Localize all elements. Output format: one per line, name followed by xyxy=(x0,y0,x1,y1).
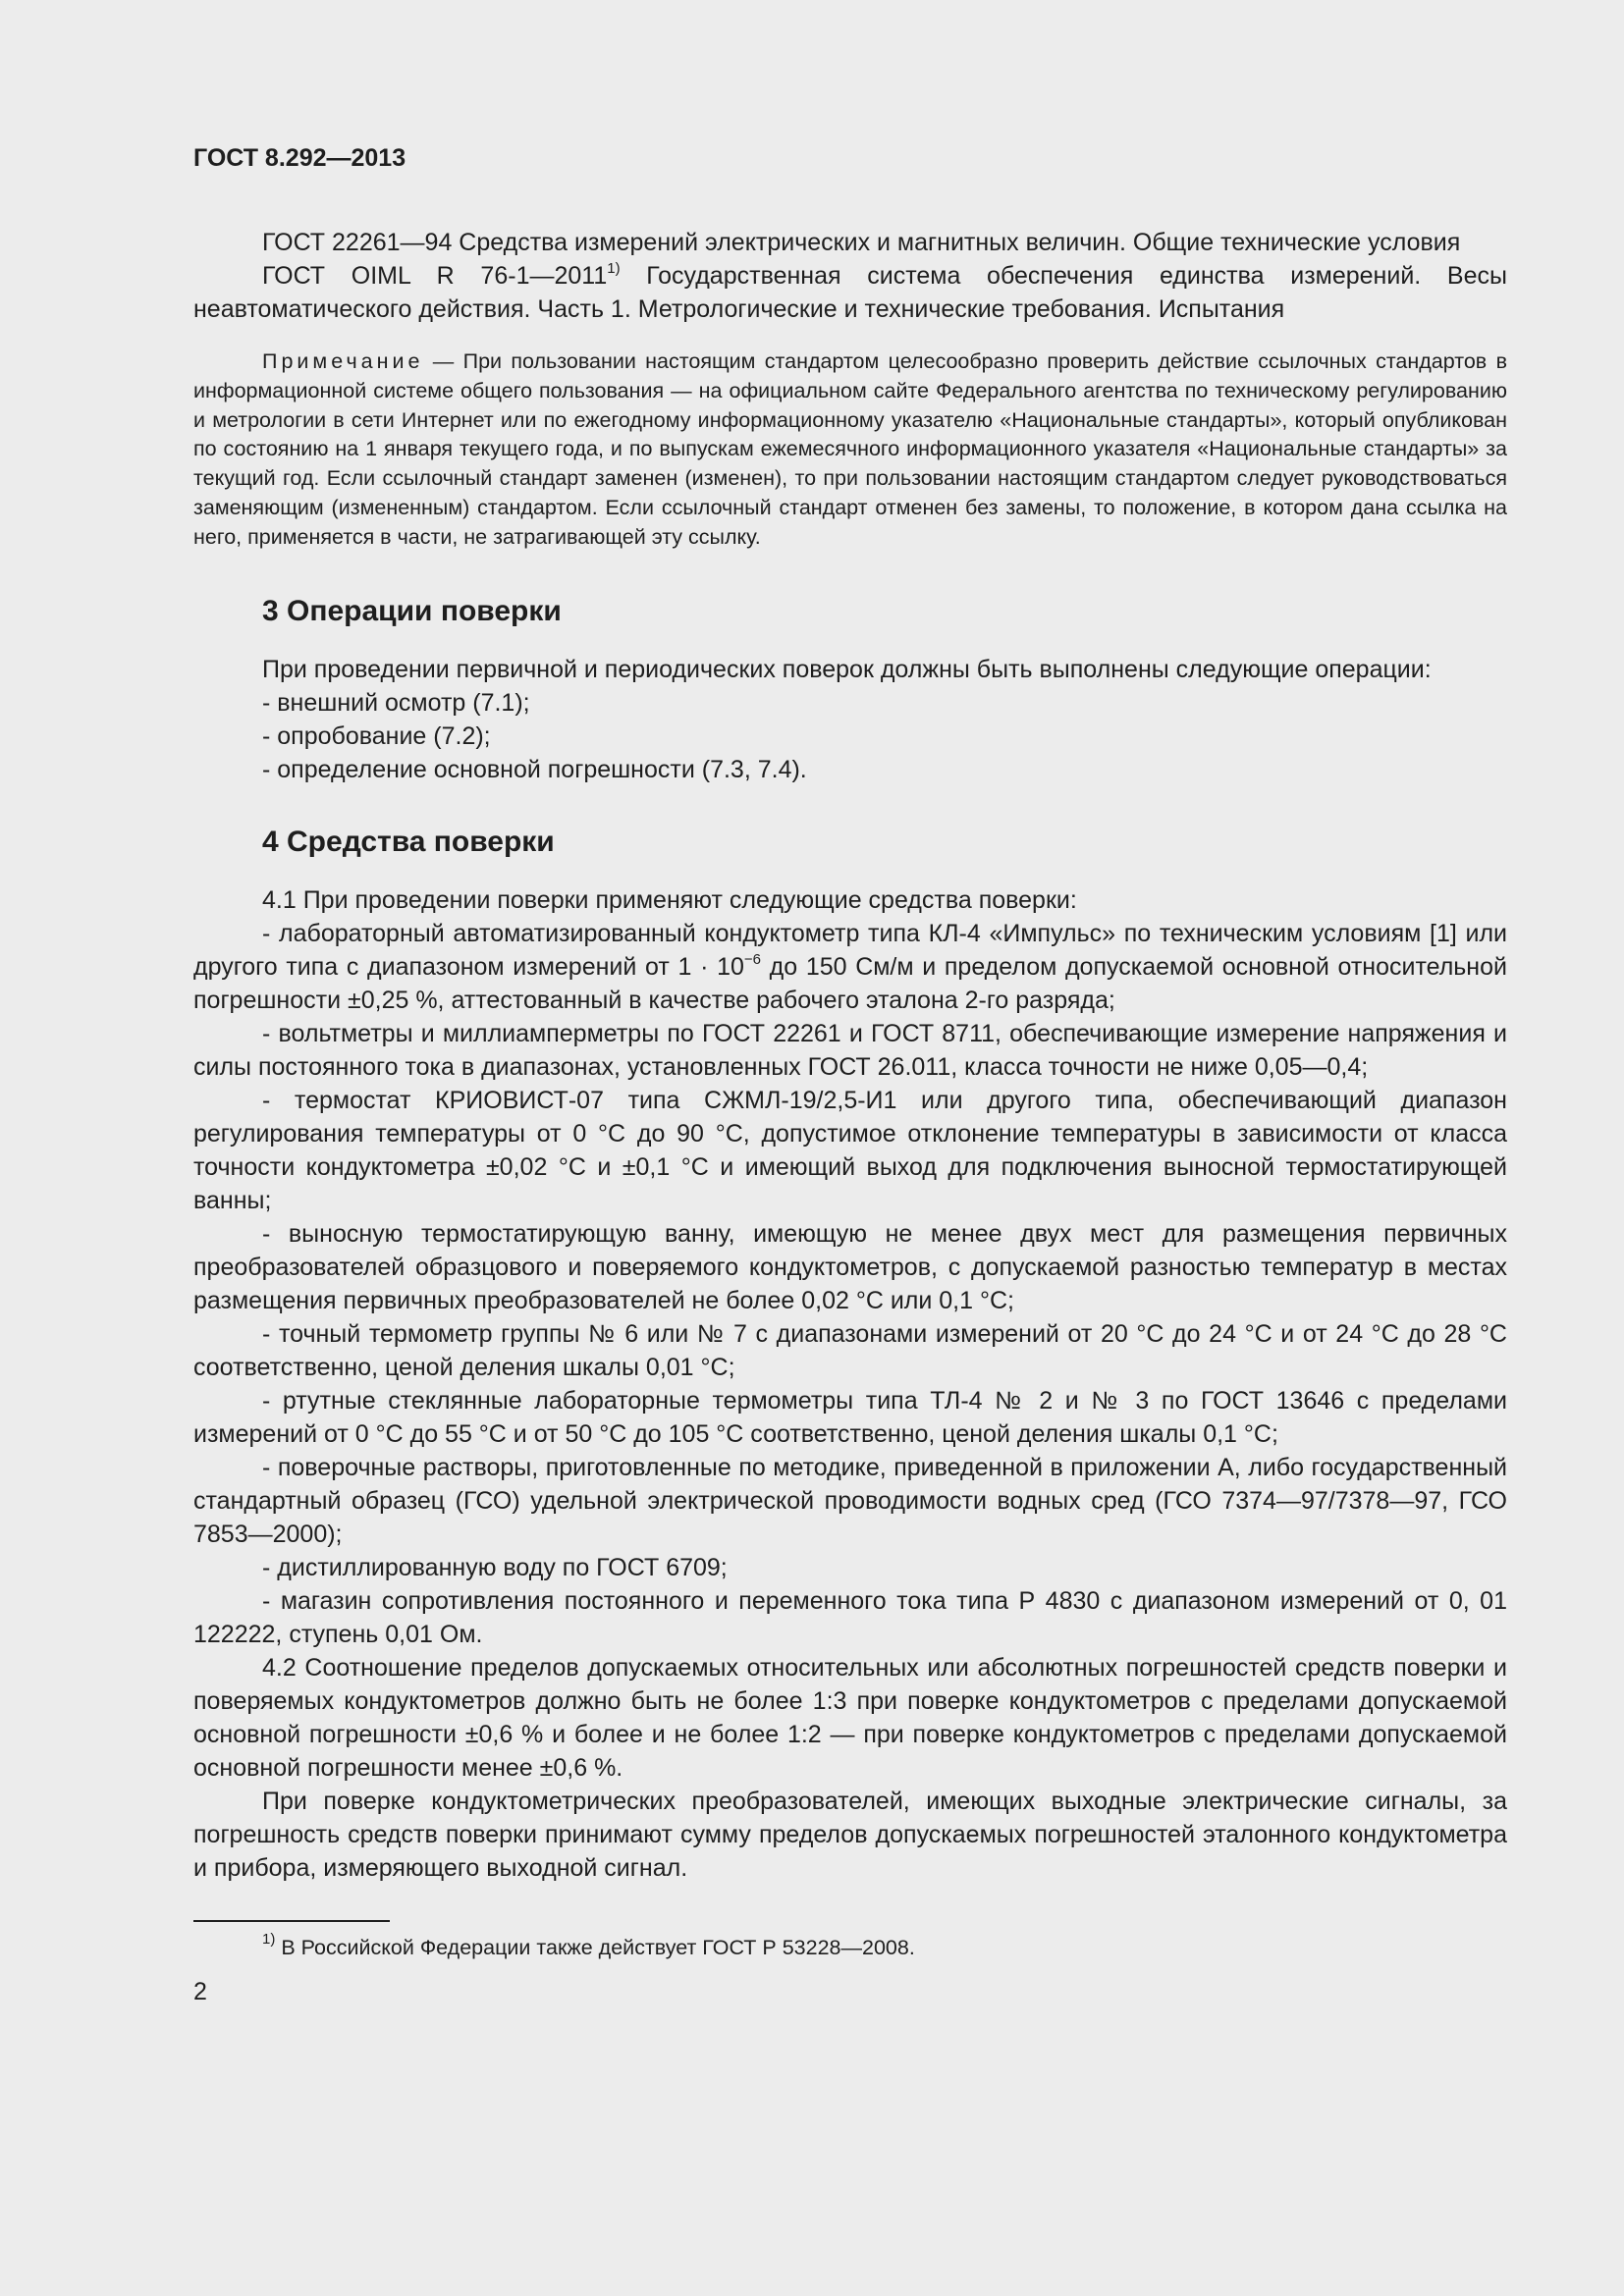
section-3-heading: 3 Операции поверки xyxy=(262,594,562,627)
paragraph-4-1: 4.1 При проведении поверки применяют следующие средства поверки: xyxy=(262,885,1077,914)
list-item: - вольтметры и миллиамперметры по ГОСТ 22261 и ГОСТ 8711, обеспечивающие измерение напряжения и силы постоянного тока в диапазонах, установленных ГОСТ 26.011, класса точности не ниже 0,05—0,4; xyxy=(193,1019,1507,1081)
section-4-body xyxy=(193,883,1507,1885)
list-item: - внешний осмотр (7.1); xyxy=(262,688,530,717)
document-header: ГОСТ 8.292—2013 xyxy=(193,144,406,172)
note-label: Примечание xyxy=(262,349,424,373)
footnote-ref: 1) xyxy=(607,260,621,277)
footnote-divider xyxy=(193,1920,390,1922)
section-3-body xyxy=(193,653,1507,786)
note-text: — При пользовании настоящим стандартом целесообразно проверить действие ссылочных стандартов в информационной системе общего пользования — на официальном сайте Федерального агентства по техническому регулированию и метрологии в сети Интернет или по ежегодному информационному указателю «Национальные стандарты», который опубликован по состоянию на 1 января текущего года, и по выпускам ежемесячного информационного указателя «Национальные стандарты» за текущий год. Если ссылочный стандарт заменен (изменен), то при пользовании настоящим стандартом следует руководствоваться заменяющим (измененным) стандартом. Если ссылочный стандарт отменен без замены, то положение, в котором дана ссылка на него, применяется в части, не затрагивающей эту ссылку. xyxy=(193,349,1507,549)
exponent: −6 xyxy=(743,950,761,968)
list-item: - опробование (7.2); xyxy=(262,721,491,750)
list-item: - термостат КРИОВИСТ-07 типа СЖМЛ-19/2,5-И1 или другого типа, обеспечивающий диапазон регулирования температуры от 0 °С до 90 °С, допустимое отклонение температуры в зависимости от класса точности кондуктометра ±0,02 °С и ±0,1 °С и имеющий выход для подключения выносной термостатирующей ванны; xyxy=(193,1086,1507,1214)
list-item: - точный термометр группы № 6 или № 7 с диапазонами измерений от 20 °С до 24 °С и от 24 °С до 28 °С соответственно, ценой деления шкалы 0,01 °С; xyxy=(193,1319,1507,1381)
list-item: - лабораторный автоматизированный кондуктометр типа КЛ-4 «Импульс» по техническим условиям [1] или другого типа с диапазоном измерений от $1 \cdot 10^{-6}$ до 150 См/м и пределом допускаемой основной относительной погрешности ±0,25 %, аттестованный в качестве рабочего эталона 2-го разряда; xyxy=(193,919,1507,1014)
list-item: - поверочные растворы, приготовленные по методике, приведенной в приложении А, либо государственный стандартный образец (ГСО) удельной электрической проводимости водных сред (ГСО 7374—97/7378—97, ГСО 7853—2000); xyxy=(193,1453,1507,1548)
reference-item: ГОСТ 22261—94 Средства измерений электрических и магнитных величин. Общие технические условия xyxy=(262,229,1461,256)
note xyxy=(193,347,1507,553)
page-number: 2 xyxy=(193,1977,207,2005)
list-item: - магазин сопротивления постоянного и переменного тока типа Р 4830 с диапазоном измерений от 0, 01 122222, ступень 0,01 Ом. xyxy=(193,1586,1507,1648)
paragraph: При поверке кондуктометрических преобразователей, имеющих выходные электрические сигналы, за погрешность средств поверки принимают сумму пределов допускаемых погрешностей эталонного кондуктометра и прибора, измеряющего выходной сигнал. xyxy=(193,1787,1507,1882)
footnote-text: В Российской Федерации также действует ГОСТ Р 53228—2008. xyxy=(275,1935,915,1959)
footnote xyxy=(193,1930,1507,1961)
list-item: - определение основной погрешности (7.3, 7.4). xyxy=(262,755,807,783)
footnote-mark: 1) xyxy=(262,1930,276,1948)
paragraph-4-2: 4.2 Соотношение пределов допускаемых относительных или абсолютных погрешностей средств поверки и поверяемых кондуктометров должно быть не более 1:3 при поверке кондуктометров с пределами допускаемой основной погрешности ±0,6 % и более и не более 1:2 — при поверке кондуктометров с пределами допускаемой основной погрешности менее ±0,6 %. xyxy=(193,1653,1507,1782)
paragraph: При проведении первичной и периодических поверок должны быть выполнены следующие операции: xyxy=(262,655,1432,683)
normative-references xyxy=(193,226,1507,326)
list-item: - выносную термостатирующую ванну, имеющую не менее двух мест для размещения первичных преобразователей образцового и поверяемого кондуктометров, с допускаемой разностью температур в местах размещения первичных преобразователей не более 0,02 °С или 0,1 °С; xyxy=(193,1219,1507,1314)
document-page xyxy=(193,143,1507,2006)
section-4-heading: 4 Средства поверки xyxy=(262,825,555,858)
list-item: - дистиллированную воду по ГОСТ 6709; xyxy=(262,1553,728,1581)
list-item: - ртутные стеклянные лабораторные термометры типа ТЛ-4 № 2 и № 3 по ГОСТ 13646 с пределами измерений от 0 °С до 55 °С и от 50 °С до 105 °С соответственно, ценой деления шкалы 0,1 °С; xyxy=(193,1386,1507,1448)
reference-item: ГОСТ OIML R 76-1—2011$^{1)}$ Государственная система обеспечения единства измерений. Весы неавтоматического действия. Часть 1. Метрологические и технические требования. Испытания xyxy=(193,260,1507,323)
